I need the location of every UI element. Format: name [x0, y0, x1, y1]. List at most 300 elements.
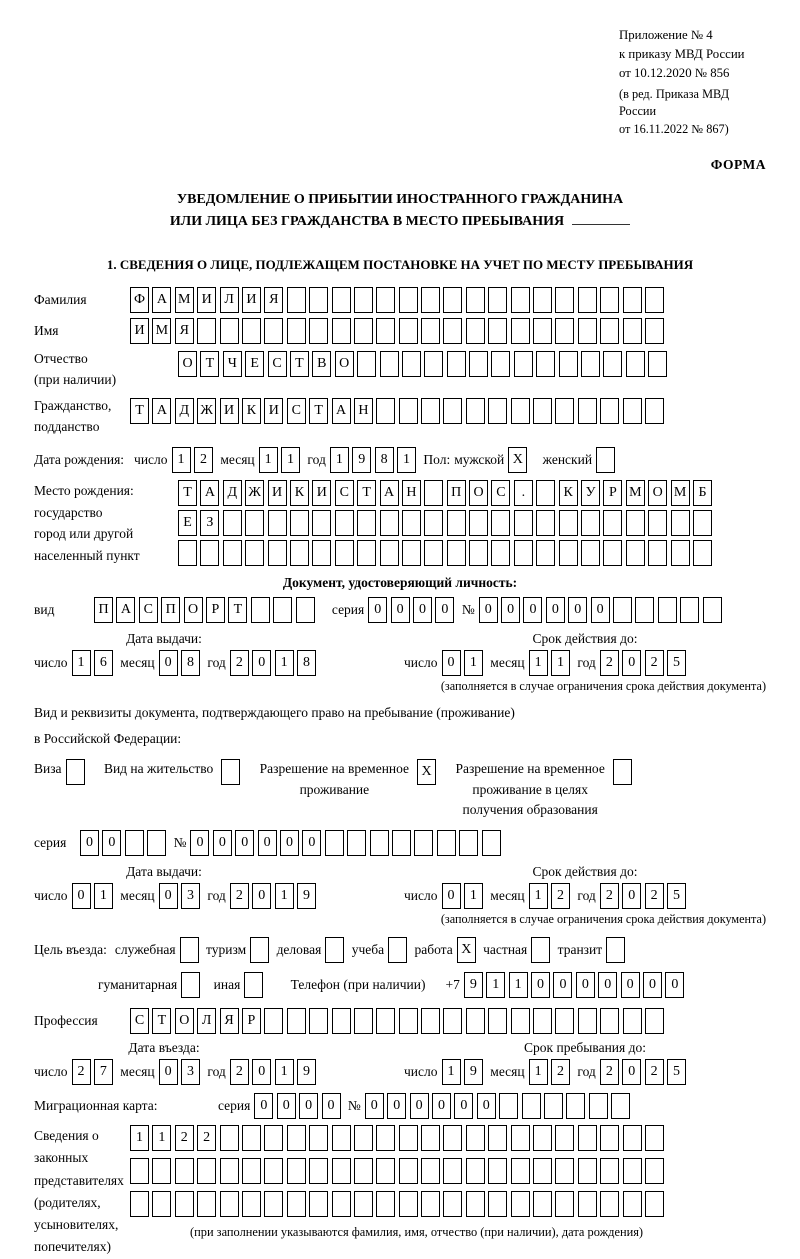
issue-day-cell[interactable]: 6: [94, 650, 113, 676]
doc-number-cell[interactable]: 0: [479, 597, 498, 623]
mig-number-cell[interactable]: [499, 1093, 518, 1119]
patronymic-char-cell[interactable]: [402, 351, 421, 377]
phone-digit-cell[interactable]: 9: [464, 972, 483, 998]
entry-day-cell[interactable]: 7: [94, 1059, 113, 1085]
birthplace-char-cell[interactable]: [268, 540, 287, 566]
entry-year-cell[interactable]: 9: [297, 1059, 316, 1085]
issue-day-cell[interactable]: 1: [72, 650, 91, 676]
doc-number-cell[interactable]: [658, 597, 677, 623]
doc-type-char-cell[interactable]: С: [139, 597, 158, 623]
birthplace-char-cell[interactable]: Е: [178, 510, 197, 536]
entry-year-cell[interactable]: 1: [275, 1059, 294, 1085]
representative-char-cell[interactable]: [130, 1191, 149, 1217]
representative-char-cell[interactable]: [443, 1158, 462, 1184]
birthplace-char-cell[interactable]: Р: [603, 480, 622, 506]
birthplace-char-cell[interactable]: И: [312, 480, 331, 506]
mig-seriya-cell[interactable]: 0: [299, 1093, 318, 1119]
mig-seriya-cell[interactable]: 0: [277, 1093, 296, 1119]
representative-char-cell[interactable]: [421, 1125, 440, 1151]
mig-number-cell[interactable]: [566, 1093, 585, 1119]
profession-char-cell[interactable]: [332, 1008, 351, 1034]
res-number-cell[interactable]: [414, 830, 433, 856]
valid-year-cell[interactable]: 2: [600, 650, 619, 676]
birthplace-char-cell[interactable]: К: [559, 480, 578, 506]
representative-char-cell[interactable]: [488, 1191, 507, 1217]
birthplace-char-cell[interactable]: [603, 510, 622, 536]
visa-checkbox-cell[interactable]: [66, 759, 85, 785]
representative-char-cell[interactable]: [555, 1158, 574, 1184]
res-number-cell[interactable]: [325, 830, 344, 856]
representative-char-cell[interactable]: [264, 1158, 283, 1184]
representative-char-cell[interactable]: 1: [152, 1125, 171, 1151]
birthplace-char-cell[interactable]: [648, 510, 667, 536]
phone-digit-cell[interactable]: 1: [509, 972, 528, 998]
birthplace-char-cell[interactable]: А: [380, 480, 399, 506]
surname-char-cell[interactable]: [309, 287, 328, 313]
birthplace-char-cell[interactable]: К: [290, 480, 309, 506]
citizenship-char-cell[interactable]: А: [332, 398, 351, 424]
patronymic-char-cell[interactable]: [648, 351, 667, 377]
res-number-cell[interactable]: 0: [280, 830, 299, 856]
doc-number-cell[interactable]: 0: [568, 597, 587, 623]
issue-year-cell[interactable]: 0: [252, 883, 271, 909]
profession-char-cell[interactable]: [399, 1008, 418, 1034]
patronymic-char-cell[interactable]: С: [268, 351, 287, 377]
representative-char-cell[interactable]: [623, 1125, 642, 1151]
representative-char-cell[interactable]: [376, 1125, 395, 1151]
stay-year-cell[interactable]: 2: [600, 1059, 619, 1085]
firstname-char-cell[interactable]: [220, 318, 239, 344]
purpose-tourism-cell[interactable]: [250, 937, 269, 963]
issue-month-cell[interactable]: 0: [159, 650, 178, 676]
citizenship-char-cell[interactable]: [623, 398, 642, 424]
birthplace-char-cell[interactable]: З: [200, 510, 219, 536]
citizenship-char-cell[interactable]: А: [152, 398, 171, 424]
birthplace-char-cell[interactable]: М: [626, 480, 645, 506]
doc-seriya-cell[interactable]: 0: [391, 597, 410, 623]
birthplace-char-cell[interactable]: [447, 510, 466, 536]
purpose-study-cell[interactable]: [388, 937, 407, 963]
doc-number-cell[interactable]: [680, 597, 699, 623]
birthplace-char-cell[interactable]: [357, 510, 376, 536]
res-seriya-cell[interactable]: 0: [102, 830, 121, 856]
representative-char-cell[interactable]: [511, 1125, 530, 1151]
citizenship-char-cell[interactable]: [600, 398, 619, 424]
stay-year-cell[interactable]: 0: [622, 1059, 641, 1085]
firstname-char-cell[interactable]: [376, 318, 395, 344]
doc-type-char-cell[interactable]: П: [94, 597, 113, 623]
profession-char-cell[interactable]: [511, 1008, 530, 1034]
issue-month-cell[interactable]: 3: [181, 883, 200, 909]
firstname-char-cell[interactable]: [645, 318, 664, 344]
res-number-cell[interactable]: 0: [190, 830, 209, 856]
purpose-transit-cell[interactable]: [606, 937, 625, 963]
firstname-char-cell[interactable]: [399, 318, 418, 344]
representative-char-cell[interactable]: [578, 1191, 597, 1217]
representative-char-cell[interactable]: [220, 1158, 239, 1184]
phone-digit-cell[interactable]: 0: [598, 972, 617, 998]
entry-year-cell[interactable]: 0: [252, 1059, 271, 1085]
profession-char-cell[interactable]: [578, 1008, 597, 1034]
representative-char-cell[interactable]: [287, 1125, 306, 1151]
birthplace-char-cell[interactable]: [335, 510, 354, 536]
representative-char-cell[interactable]: [555, 1191, 574, 1217]
doc-type-char-cell[interactable]: П: [161, 597, 180, 623]
birthplace-char-cell[interactable]: [335, 540, 354, 566]
birth-month-cell[interactable]: 1: [281, 447, 300, 473]
birthplace-char-cell[interactable]: .: [514, 480, 533, 506]
profession-char-cell[interactable]: [533, 1008, 552, 1034]
res-seriya-cell[interactable]: [147, 830, 166, 856]
valid-year-cell[interactable]: 0: [622, 883, 641, 909]
surname-char-cell[interactable]: [354, 287, 373, 313]
citizenship-char-cell[interactable]: [533, 398, 552, 424]
birthplace-char-cell[interactable]: [424, 510, 443, 536]
patronymic-char-cell[interactable]: В: [312, 351, 331, 377]
representative-char-cell[interactable]: [645, 1158, 664, 1184]
valid-day-cell[interactable]: 0: [442, 883, 461, 909]
mig-seriya-cell[interactable]: 0: [322, 1093, 341, 1119]
profession-char-cell[interactable]: [287, 1008, 306, 1034]
valid-year-cell[interactable]: 2: [645, 883, 664, 909]
res-number-cell[interactable]: 0: [258, 830, 277, 856]
sex-female-checkbox-cell[interactable]: [596, 447, 615, 473]
representative-char-cell[interactable]: [466, 1191, 485, 1217]
firstname-char-cell[interactable]: И: [130, 318, 149, 344]
representative-char-cell[interactable]: [511, 1158, 530, 1184]
issue-year-cell[interactable]: 1: [275, 883, 294, 909]
doc-type-char-cell[interactable]: Т: [228, 597, 247, 623]
birthplace-char-cell[interactable]: [491, 510, 510, 536]
patronymic-char-cell[interactable]: [536, 351, 555, 377]
surname-char-cell[interactable]: М: [175, 287, 194, 313]
patronymic-char-cell[interactable]: [469, 351, 488, 377]
representative-char-cell[interactable]: [264, 1191, 283, 1217]
surname-char-cell[interactable]: [421, 287, 440, 313]
surname-char-cell[interactable]: [443, 287, 462, 313]
profession-char-cell[interactable]: [376, 1008, 395, 1034]
birthplace-char-cell[interactable]: О: [469, 480, 488, 506]
birthplace-char-cell[interactable]: [581, 540, 600, 566]
birthplace-char-cell[interactable]: Т: [178, 480, 197, 506]
birthplace-char-cell[interactable]: [200, 540, 219, 566]
birthplace-char-cell[interactable]: [290, 540, 309, 566]
surname-char-cell[interactable]: [555, 287, 574, 313]
firstname-char-cell[interactable]: [623, 318, 642, 344]
representative-char-cell[interactable]: [466, 1158, 485, 1184]
profession-char-cell[interactable]: [645, 1008, 664, 1034]
birthplace-char-cell[interactable]: [245, 510, 264, 536]
res-seriya-cell[interactable]: 0: [80, 830, 99, 856]
representative-char-cell[interactable]: [443, 1191, 462, 1217]
representative-char-cell[interactable]: [175, 1158, 194, 1184]
representative-char-cell[interactable]: [555, 1125, 574, 1151]
representative-char-cell[interactable]: [264, 1125, 283, 1151]
valid-month-cell[interactable]: 2: [551, 883, 570, 909]
representative-char-cell[interactable]: [354, 1158, 373, 1184]
surname-char-cell[interactable]: [645, 287, 664, 313]
patronymic-char-cell[interactable]: Т: [290, 351, 309, 377]
citizenship-char-cell[interactable]: [399, 398, 418, 424]
birthplace-char-cell[interactable]: [536, 480, 555, 506]
representative-char-cell[interactable]: [332, 1125, 351, 1151]
valid-year-cell[interactable]: 2: [645, 650, 664, 676]
mig-number-cell[interactable]: [544, 1093, 563, 1119]
doc-number-cell[interactable]: [703, 597, 722, 623]
birthplace-char-cell[interactable]: [559, 540, 578, 566]
citizenship-char-cell[interactable]: [421, 398, 440, 424]
birthplace-char-cell[interactable]: [581, 510, 600, 536]
sex-male-checkbox-cell[interactable]: X: [508, 447, 527, 473]
surname-char-cell[interactable]: [376, 287, 395, 313]
profession-char-cell[interactable]: [264, 1008, 283, 1034]
issue-month-cell[interactable]: 0: [159, 883, 178, 909]
birthplace-char-cell[interactable]: [357, 540, 376, 566]
profession-char-cell[interactable]: [354, 1008, 373, 1034]
citizenship-char-cell[interactable]: [466, 398, 485, 424]
surname-char-cell[interactable]: И: [242, 287, 261, 313]
mig-number-cell[interactable]: 0: [387, 1093, 406, 1119]
stay-month-cell[interactable]: 1: [529, 1059, 548, 1085]
edu-permit-checkbox-cell[interactable]: [613, 759, 632, 785]
mig-seriya-cell[interactable]: 0: [254, 1093, 273, 1119]
patronymic-char-cell[interactable]: [514, 351, 533, 377]
representative-char-cell[interactable]: [623, 1158, 642, 1184]
profession-char-cell[interactable]: [600, 1008, 619, 1034]
representative-char-cell[interactable]: [332, 1158, 351, 1184]
representative-char-cell[interactable]: [376, 1191, 395, 1217]
surname-char-cell[interactable]: [578, 287, 597, 313]
representative-char-cell[interactable]: [600, 1158, 619, 1184]
birth-year-cell[interactable]: 1: [397, 447, 416, 473]
firstname-char-cell[interactable]: [421, 318, 440, 344]
birthplace-char-cell[interactable]: [491, 540, 510, 566]
doc-type-char-cell[interactable]: [296, 597, 315, 623]
res-seriya-cell[interactable]: [125, 830, 144, 856]
firstname-char-cell[interactable]: [309, 318, 328, 344]
representative-char-cell[interactable]: [242, 1158, 261, 1184]
birth-day-cell[interactable]: 1: [172, 447, 191, 473]
entry-year-cell[interactable]: 2: [230, 1059, 249, 1085]
birthplace-char-cell[interactable]: [693, 510, 712, 536]
birthplace-char-cell[interactable]: С: [335, 480, 354, 506]
representative-char-cell[interactable]: [399, 1191, 418, 1217]
phone-digit-cell[interactable]: 0: [643, 972, 662, 998]
surname-char-cell[interactable]: [533, 287, 552, 313]
issue-month-cell[interactable]: 8: [181, 650, 200, 676]
citizenship-char-cell[interactable]: И: [264, 398, 283, 424]
firstname-char-cell[interactable]: [578, 318, 597, 344]
birth-year-cell[interactable]: 8: [375, 447, 394, 473]
surname-char-cell[interactable]: [287, 287, 306, 313]
representative-char-cell[interactable]: [623, 1191, 642, 1217]
entry-month-cell[interactable]: 0: [159, 1059, 178, 1085]
citizenship-char-cell[interactable]: Н: [354, 398, 373, 424]
surname-char-cell[interactable]: Л: [220, 287, 239, 313]
birth-year-cell[interactable]: 9: [352, 447, 371, 473]
citizenship-char-cell[interactable]: [578, 398, 597, 424]
stay-month-cell[interactable]: 2: [551, 1059, 570, 1085]
representative-char-cell[interactable]: [466, 1125, 485, 1151]
birthplace-char-cell[interactable]: [312, 510, 331, 536]
profession-char-cell[interactable]: [488, 1008, 507, 1034]
profession-char-cell[interactable]: [466, 1008, 485, 1034]
res-number-cell[interactable]: [437, 830, 456, 856]
surname-char-cell[interactable]: [466, 287, 485, 313]
birthplace-char-cell[interactable]: [402, 510, 421, 536]
firstname-char-cell[interactable]: [466, 318, 485, 344]
phone-digit-cell[interactable]: 0: [531, 972, 550, 998]
surname-char-cell[interactable]: [488, 287, 507, 313]
doc-number-cell[interactable]: [613, 597, 632, 623]
phone-digit-cell[interactable]: 0: [576, 972, 595, 998]
birthplace-char-cell[interactable]: А: [200, 480, 219, 506]
birthplace-char-cell[interactable]: О: [648, 480, 667, 506]
valid-month-cell[interactable]: 1: [551, 650, 570, 676]
issue-day-cell[interactable]: 0: [72, 883, 91, 909]
patronymic-char-cell[interactable]: [491, 351, 510, 377]
mig-number-cell[interactable]: 0: [365, 1093, 384, 1119]
birthplace-char-cell[interactable]: [178, 540, 197, 566]
issue-year-cell[interactable]: 9: [297, 883, 316, 909]
birthplace-char-cell[interactable]: Ж: [245, 480, 264, 506]
mig-number-cell[interactable]: 0: [477, 1093, 496, 1119]
mig-number-cell[interactable]: [589, 1093, 608, 1119]
firstname-char-cell[interactable]: [242, 318, 261, 344]
surname-char-cell[interactable]: Я: [264, 287, 283, 313]
res-number-cell[interactable]: 0: [235, 830, 254, 856]
profession-char-cell[interactable]: [421, 1008, 440, 1034]
doc-type-char-cell[interactable]: [273, 597, 292, 623]
purpose-other-cell[interactable]: [244, 972, 263, 998]
representative-char-cell[interactable]: [197, 1158, 216, 1184]
profession-char-cell[interactable]: [309, 1008, 328, 1034]
firstname-char-cell[interactable]: [287, 318, 306, 344]
representative-char-cell[interactable]: [578, 1158, 597, 1184]
representative-char-cell[interactable]: 2: [197, 1125, 216, 1151]
res-number-cell[interactable]: 0: [213, 830, 232, 856]
citizenship-char-cell[interactable]: К: [242, 398, 261, 424]
citizenship-char-cell[interactable]: С: [287, 398, 306, 424]
birthplace-char-cell[interactable]: [223, 510, 242, 536]
birthplace-char-cell[interactable]: [693, 540, 712, 566]
birthplace-char-cell[interactable]: [268, 510, 287, 536]
firstname-char-cell[interactable]: [488, 318, 507, 344]
representative-char-cell[interactable]: [421, 1191, 440, 1217]
representative-char-cell[interactable]: [152, 1191, 171, 1217]
birthplace-char-cell[interactable]: [402, 540, 421, 566]
birthplace-char-cell[interactable]: Н: [402, 480, 421, 506]
birth-month-cell[interactable]: 1: [259, 447, 278, 473]
birthplace-char-cell[interactable]: [514, 540, 533, 566]
representative-char-cell[interactable]: [354, 1191, 373, 1217]
representative-char-cell[interactable]: 1: [130, 1125, 149, 1151]
representative-char-cell[interactable]: [376, 1158, 395, 1184]
representative-char-cell[interactable]: 2: [175, 1125, 194, 1151]
doc-number-cell[interactable]: 0: [523, 597, 542, 623]
birthplace-char-cell[interactable]: Т: [357, 480, 376, 506]
purpose-humanitarian-cell[interactable]: [181, 972, 200, 998]
purpose-work-cell[interactable]: X: [457, 937, 476, 963]
res-number-cell[interactable]: [392, 830, 411, 856]
profession-char-cell[interactable]: Р: [242, 1008, 261, 1034]
representative-char-cell[interactable]: [533, 1125, 552, 1151]
representative-char-cell[interactable]: [175, 1191, 194, 1217]
issue-year-cell[interactable]: 2: [230, 883, 249, 909]
profession-char-cell[interactable]: [623, 1008, 642, 1034]
purpose-business-cell[interactable]: [325, 937, 344, 963]
birthplace-char-cell[interactable]: [424, 480, 443, 506]
mig-number-cell[interactable]: 0: [432, 1093, 451, 1119]
entry-month-cell[interactable]: 3: [181, 1059, 200, 1085]
citizenship-char-cell[interactable]: Ж: [197, 398, 216, 424]
birthplace-char-cell[interactable]: [223, 540, 242, 566]
representative-char-cell[interactable]: [511, 1191, 530, 1217]
res-number-cell[interactable]: 0: [302, 830, 321, 856]
temp-permit-checkbox-cell[interactable]: X: [417, 759, 436, 785]
representative-char-cell[interactable]: [488, 1125, 507, 1151]
purpose-private-cell[interactable]: [531, 937, 550, 963]
representative-char-cell[interactable]: [309, 1125, 328, 1151]
birthplace-char-cell[interactable]: [312, 540, 331, 566]
valid-year-cell[interactable]: 0: [622, 650, 641, 676]
citizenship-char-cell[interactable]: [376, 398, 395, 424]
representative-char-cell[interactable]: [443, 1125, 462, 1151]
stay-day-cell[interactable]: 9: [464, 1059, 483, 1085]
surname-char-cell[interactable]: И: [197, 287, 216, 313]
citizenship-char-cell[interactable]: Т: [309, 398, 328, 424]
representative-char-cell[interactable]: [399, 1125, 418, 1151]
doc-type-char-cell[interactable]: О: [184, 597, 203, 623]
representative-char-cell[interactable]: [399, 1158, 418, 1184]
birthplace-char-cell[interactable]: [380, 510, 399, 536]
res-number-cell[interactable]: [370, 830, 389, 856]
doc-type-char-cell[interactable]: [251, 597, 270, 623]
patronymic-char-cell[interactable]: Ч: [223, 351, 242, 377]
citizenship-char-cell[interactable]: [443, 398, 462, 424]
birth-day-cell[interactable]: 2: [194, 447, 213, 473]
birth-year-cell[interactable]: 1: [330, 447, 349, 473]
patronymic-char-cell[interactable]: [424, 351, 443, 377]
issue-year-cell[interactable]: 1: [275, 650, 294, 676]
birthplace-char-cell[interactable]: [380, 540, 399, 566]
mig-number-cell[interactable]: [611, 1093, 630, 1119]
citizenship-char-cell[interactable]: Д: [175, 398, 194, 424]
surname-char-cell[interactable]: [511, 287, 530, 313]
patronymic-char-cell[interactable]: [357, 351, 376, 377]
firstname-char-cell[interactable]: [264, 318, 283, 344]
birthplace-char-cell[interactable]: [603, 540, 622, 566]
birthplace-char-cell[interactable]: [626, 540, 645, 566]
surname-char-cell[interactable]: [600, 287, 619, 313]
birthplace-char-cell[interactable]: П: [447, 480, 466, 506]
mig-number-cell[interactable]: 0: [410, 1093, 429, 1119]
birthplace-char-cell[interactable]: [671, 540, 690, 566]
representative-char-cell[interactable]: [220, 1191, 239, 1217]
patronymic-char-cell[interactable]: [559, 351, 578, 377]
phone-digit-cell[interactable]: 0: [665, 972, 684, 998]
patronymic-char-cell[interactable]: Е: [245, 351, 264, 377]
patronymic-char-cell[interactable]: [447, 351, 466, 377]
patronymic-char-cell[interactable]: [581, 351, 600, 377]
representative-char-cell[interactable]: [421, 1158, 440, 1184]
birthplace-char-cell[interactable]: У: [581, 480, 600, 506]
doc-type-char-cell[interactable]: А: [116, 597, 135, 623]
birthplace-char-cell[interactable]: [424, 540, 443, 566]
issue-year-cell[interactable]: 8: [297, 650, 316, 676]
representative-char-cell[interactable]: [645, 1191, 664, 1217]
representative-char-cell[interactable]: [152, 1158, 171, 1184]
